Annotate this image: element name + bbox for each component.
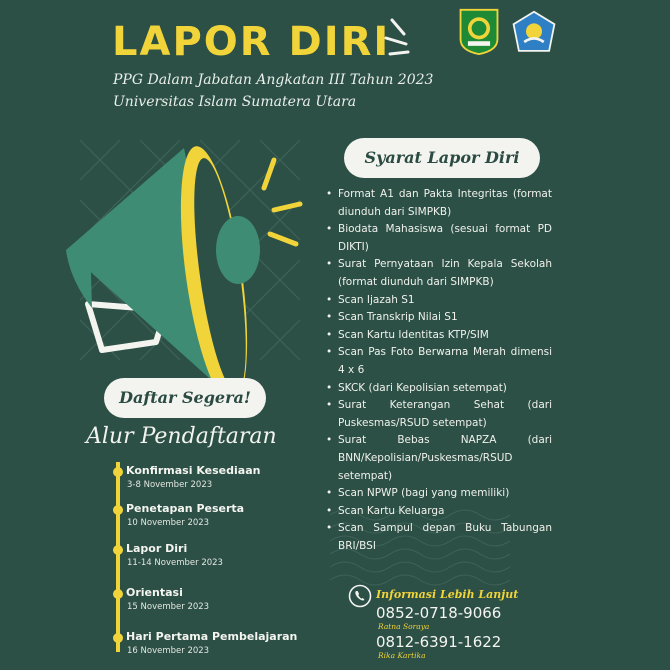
requirement-item: • Scan Kartu Identitas KTP/SIM bbox=[326, 327, 552, 345]
timeline-dot-icon bbox=[113, 633, 123, 643]
timeline-step-name: Orientasi bbox=[126, 586, 183, 599]
timeline-step-date: 15 November 2023 bbox=[127, 602, 210, 612]
requirement-item: • Scan Pas Foto Berwarna Merah dimensi 4 x 6 bbox=[326, 344, 552, 379]
daftar-segera-badge: Daftar Segera! bbox=[104, 378, 266, 418]
timeline-step-date: 3-8 November 2023 bbox=[127, 480, 213, 490]
requirement-item: • Scan Sampul depan Buku Tabungan BRI/BSI bbox=[326, 520, 552, 555]
timeline-line bbox=[116, 462, 120, 652]
requirement-item: • Format A1 dan Pakta Integritas (format diunduh dari SIMPKB) bbox=[326, 186, 552, 221]
requirements-list bbox=[326, 186, 552, 555]
timeline-step-name: Lapor Diri bbox=[126, 542, 188, 555]
requirement-item: • Biodata Mahasiswa (sesuai format PD DIKTI) bbox=[326, 221, 552, 256]
timeline-step-date: 16 November 2023 bbox=[127, 646, 210, 656]
contact-phone: 0852-0718-9066 bbox=[376, 604, 502, 622]
contact-name: Rika Kartika bbox=[378, 651, 426, 660]
contact-name: Ratna Soraya bbox=[378, 622, 430, 631]
program-subtitle: PPG Dalam Jabatan Angkatan III Tahun 2023 bbox=[113, 72, 434, 88]
requirement-item: • Surat Pernyataan Izin Kepala Sekolah (format diunduh dari SIMPKB) bbox=[326, 256, 552, 291]
requirement-item: • Scan Ijazah S1 bbox=[326, 292, 552, 310]
timeline-step-name: Hari Pertama Pembelajaran bbox=[126, 630, 298, 643]
requirement-item: • Scan Transkrip Nilai S1 bbox=[326, 309, 552, 327]
timeline-dot-icon bbox=[113, 589, 123, 599]
timeline-dot-icon bbox=[113, 545, 123, 555]
tut-wuri-handayani-logo-icon bbox=[510, 10, 558, 58]
timeline-heading: Alur Pendaftaran bbox=[86, 424, 277, 449]
contact-phone: 0812-6391-1622 bbox=[376, 633, 502, 651]
requirement-item: • Scan NPWP (bagi yang memiliki) bbox=[326, 485, 552, 503]
timeline-dot-icon bbox=[113, 505, 123, 515]
timeline-step-date: 10 November 2023 bbox=[127, 518, 210, 528]
megaphone-icon bbox=[66, 140, 316, 380]
timeline-step-name: Konfirmasi Kesediaan bbox=[126, 464, 261, 477]
requirements-heading: Syarat Lapor Diri bbox=[344, 138, 540, 178]
timeline-dot-icon bbox=[113, 467, 123, 477]
requirement-item: • Surat Bebas NAPZA (dari BNN/Kepolisian/Puskesmas/RSUD setempat) bbox=[326, 432, 552, 485]
phone-icon bbox=[348, 584, 372, 608]
requirement-item: • Scan Kartu Keluarga bbox=[326, 503, 552, 521]
timeline-step-date: 11-14 November 2023 bbox=[127, 558, 223, 568]
requirement-item: • SKCK (dari Kepolisian setempat) bbox=[326, 380, 552, 398]
timeline-step-name: Penetapan Peserta bbox=[126, 502, 245, 515]
contact-label: Informasi Lebih Lanjut bbox=[376, 588, 519, 601]
uisu-logo-icon bbox=[455, 8, 503, 56]
university-subtitle: Universitas Islam Sumatera Utara bbox=[113, 94, 357, 110]
page-title: LAPOR DIRI bbox=[112, 19, 391, 65]
requirement-item: • Surat Keterangan Sehat (dari Puskesmas/RSUD setempat) bbox=[326, 397, 552, 432]
